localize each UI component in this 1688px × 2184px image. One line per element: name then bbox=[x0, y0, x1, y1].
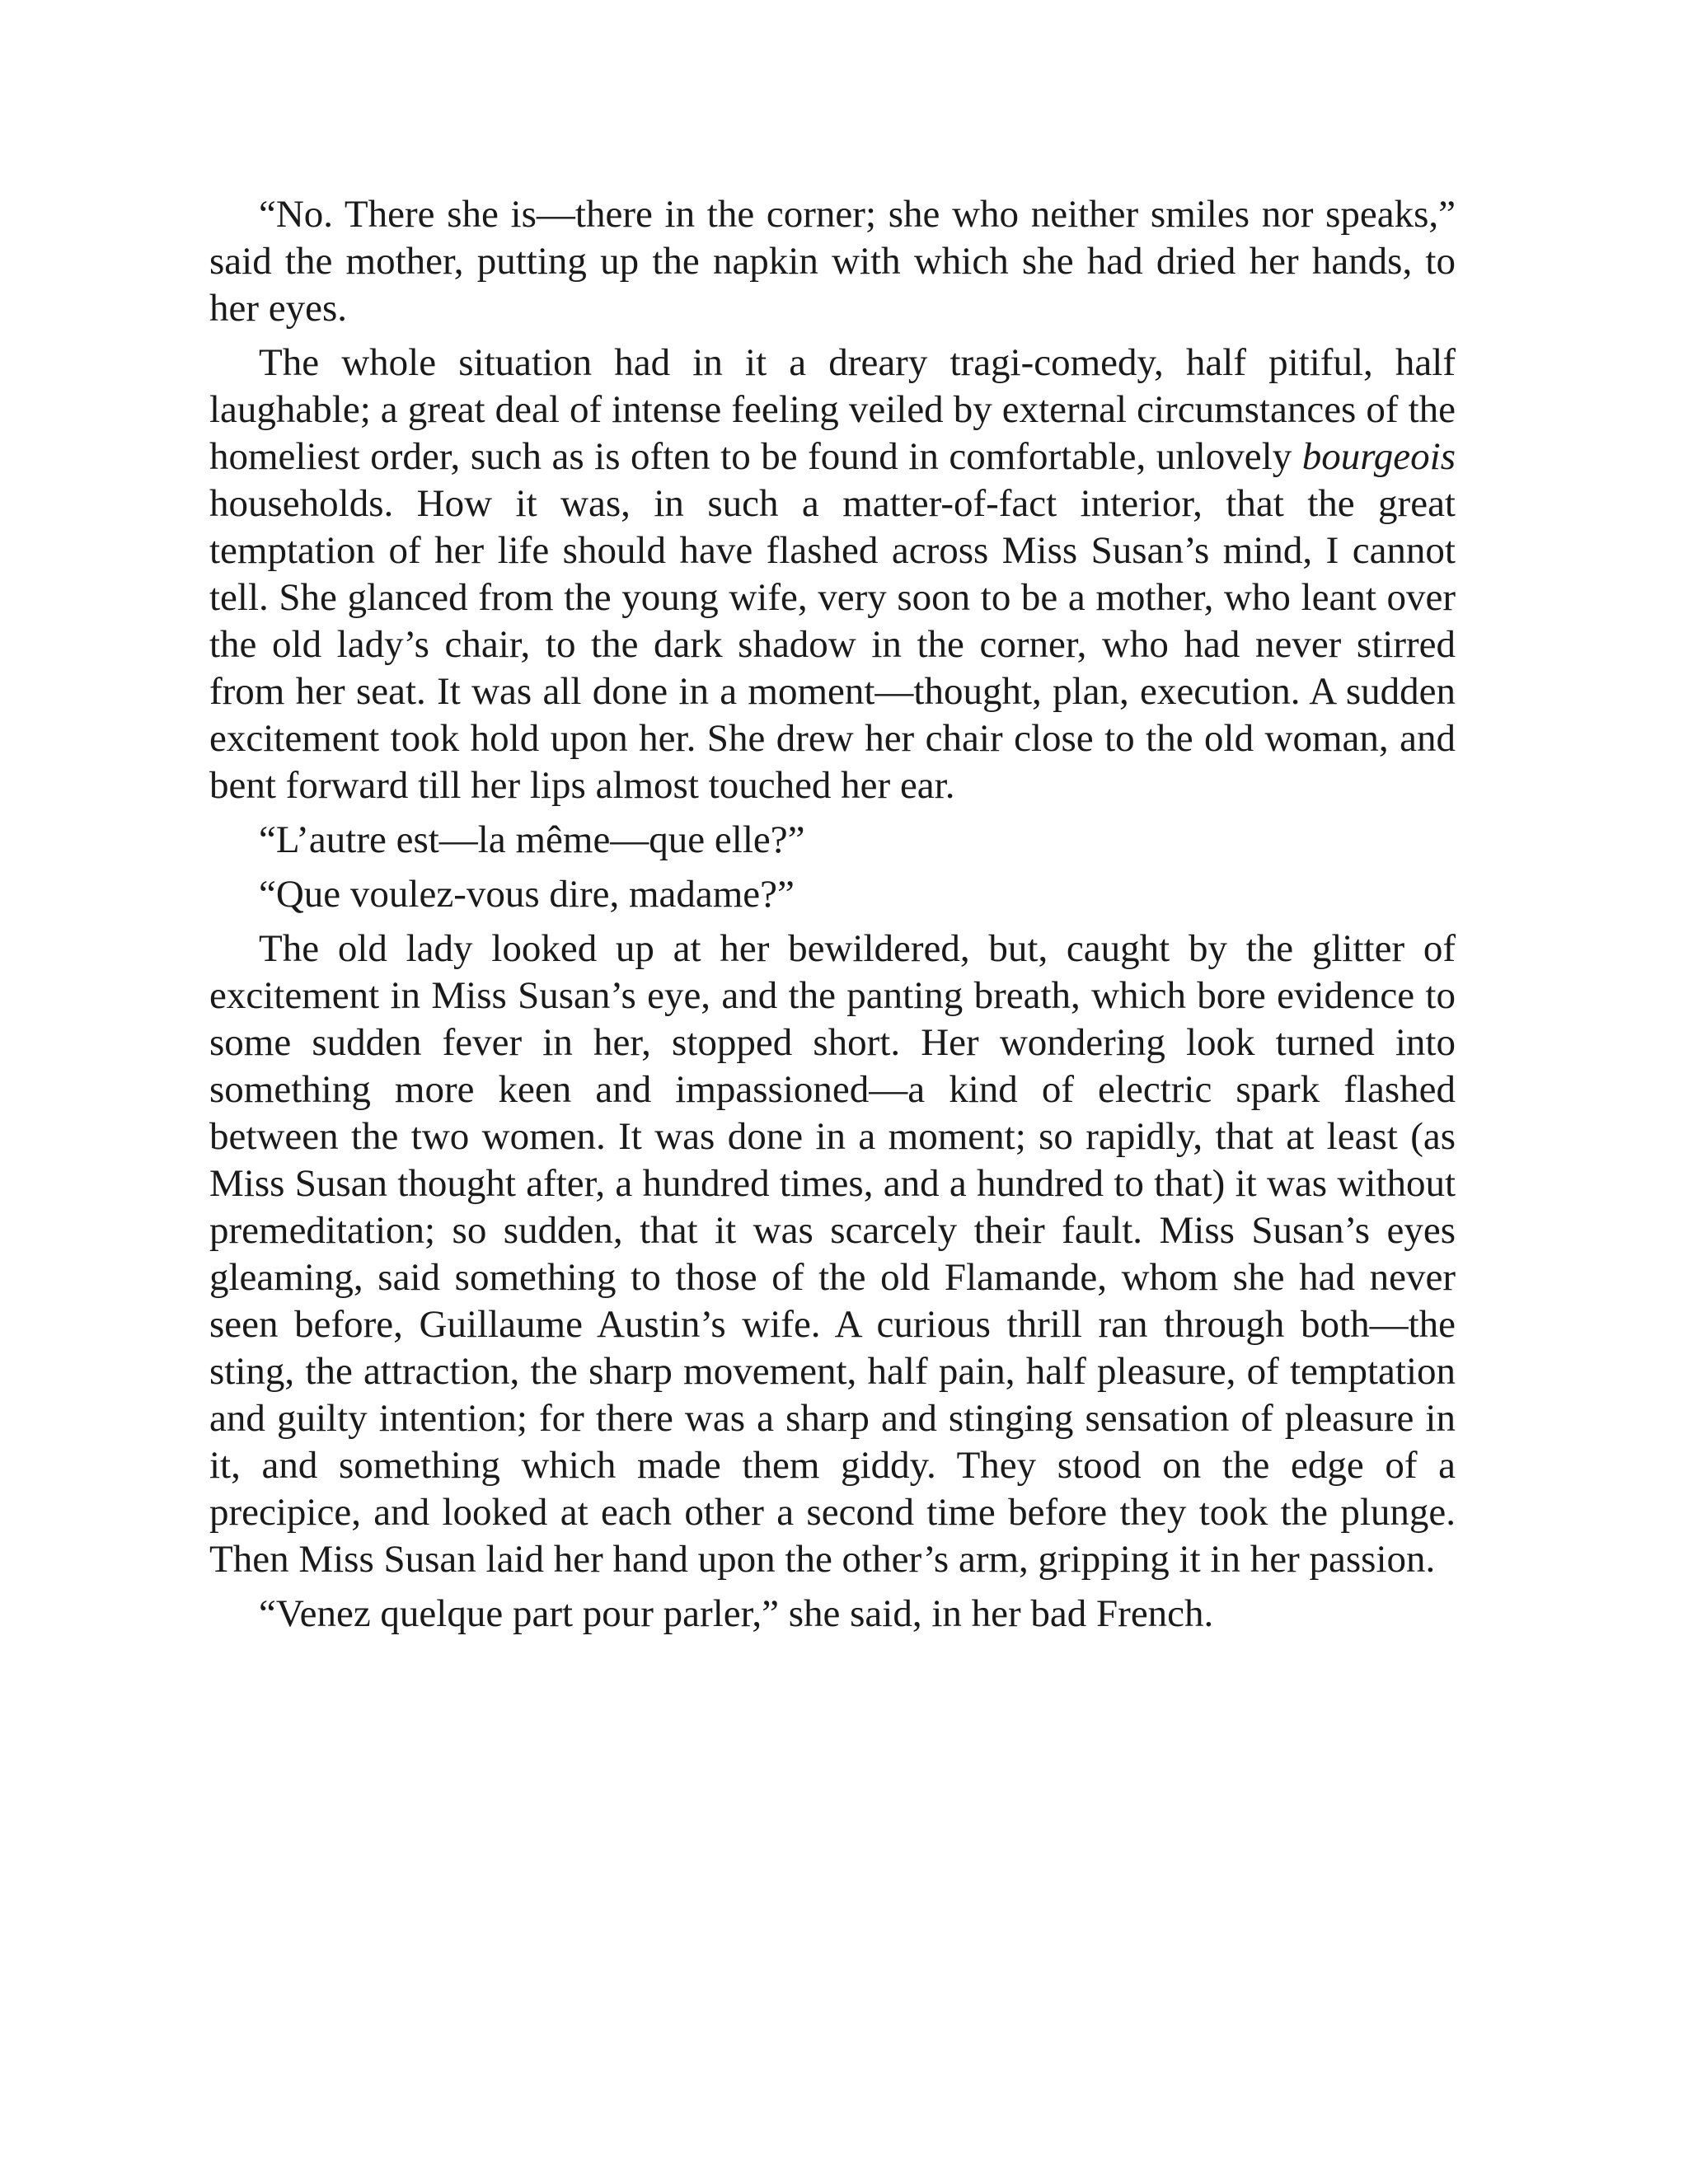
paragraph-4: “Que voulez-vous dire, madame?” bbox=[259, 873, 795, 916]
paragraph-1: “No. There she is—there in the corner; she who neither smiles nor speaks,” said the mother, putting up the napkin with which she had dried her hands, to her eyes. bbox=[209, 193, 1456, 330]
paragraph-2-text-start: The whole situation had in it a dreary tragi-comedy, half pitiful, half laughable; a great deal of intense feeling veiled by external circumstances of the homeliest order, such as is often to be found in comfortable, unlovely bbox=[209, 341, 1456, 478]
paragraph-5: The old lady looked up at her bewildered, but, caught by the glitter of excitement in Miss Susan’s eye, and the panting breath, which bore evidence to some sudden fever in her, stopped short. Her wondering look turned into something more keen and impassioned—a kind of electric spark flashed between the two women. It was done in a moment; so rapidly, that at least (as Miss Susan thought after, a hundred times, and a hundred to that) it was without premeditation; so sudden, that it was scarcely their fault. Miss Susan’s eyes gleaming, said something to those of the old Flamande, whom she had never seen before, Guillaume Austin’s wife. A curious thrill ran through both—the sting, the attraction, the sharp movement, half pain, half pleasure, of temptation and guilty intention; for there was a sharp and stinging sensation of pleasure in it, and something which made them giddy. They stood on the edge of a precipice, and looked at each other a second time before they took the plunge. Then Miss Susan laid her hand upon the other’s arm, gripping it in her passion. bbox=[209, 927, 1456, 1581]
paragraph-2-text-end: households. How it was, in such a matter-of-fact interior, that the great temptation of her life should have flashed across Miss Susan’s mind, I cannot tell. She glanced from the young wife, very soon to be a mother, who leant over the old lady’s chair, to the dark shadow in the corner, who had never stirred from her seat. It was all done in a moment—thought, plan, execution. A sudden excitement took hold upon her. She drew her chair close to the old woman, and bent forward till her lips almost touched her ear. bbox=[209, 482, 1456, 807]
page-body bbox=[209, 191, 1456, 1645]
paragraph-3: “L’autre est—la même—que elle?” bbox=[259, 818, 805, 861]
paragraph-2 bbox=[209, 340, 1456, 809]
paragraph-2-italic-word: bourgeois bbox=[1301, 435, 1456, 478]
paragraph-6: “Venez quelque part pour parler,” she said, in her bad French. bbox=[259, 1592, 1214, 1635]
